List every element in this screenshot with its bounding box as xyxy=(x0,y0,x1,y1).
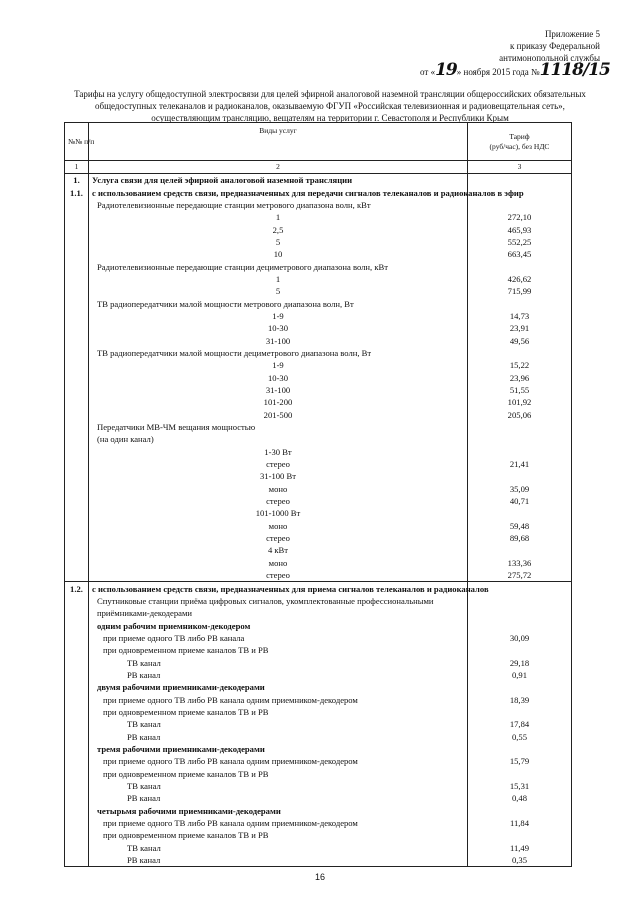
table-row xyxy=(65,273,572,285)
table-row xyxy=(65,619,572,631)
table-row xyxy=(65,569,572,582)
row-service: Радиотелевизионные передающие станции дециметрового диапазона волн, кВт xyxy=(89,260,468,272)
table-row xyxy=(65,223,572,235)
row-service: 101-1000 Вт xyxy=(89,507,468,519)
row-number xyxy=(65,334,89,346)
row-number xyxy=(65,644,89,656)
row-tariff: 0,35 xyxy=(468,854,572,867)
row-service: 5 xyxy=(89,236,468,248)
row-number xyxy=(65,384,89,396)
row-service: 1-9 xyxy=(89,310,468,322)
table-row xyxy=(65,743,572,755)
row-tariff xyxy=(468,421,572,433)
table-row xyxy=(65,199,572,211)
table-row xyxy=(65,297,572,309)
row-number xyxy=(65,433,89,445)
row-service: 4 кВт xyxy=(89,544,468,556)
row-number xyxy=(65,470,89,482)
row-number xyxy=(65,780,89,792)
row-tariff: 17,84 xyxy=(468,718,572,730)
row-tariff xyxy=(468,544,572,556)
row-number xyxy=(65,656,89,668)
row-service: ТВ радиопередатчики малой мощности метрового диапазона волн, Вт xyxy=(89,297,468,309)
row-tariff: 663,45 xyxy=(468,248,572,260)
row-tariff: 51,55 xyxy=(468,384,572,396)
table-row xyxy=(65,285,572,297)
table-row xyxy=(65,248,572,260)
row-service: моно xyxy=(89,483,468,495)
row-number xyxy=(65,273,89,285)
row-number xyxy=(65,396,89,408)
table-row xyxy=(65,632,572,644)
row-tariff xyxy=(468,829,572,841)
table-row xyxy=(65,669,572,681)
row-service: 201-500 xyxy=(89,409,468,421)
row-tariff xyxy=(468,743,572,755)
row-service: 10 xyxy=(89,248,468,260)
table-row xyxy=(65,409,572,421)
row-number xyxy=(65,297,89,309)
row-number xyxy=(65,322,89,334)
title-line-3: осуществляющим трансляцию, вещателям на территории г. Севастополя и Республики Крым xyxy=(151,113,509,123)
row-tariff: 426,62 xyxy=(468,273,572,285)
row-service: при приеме одного ТВ либо РВ канала одним приемником-декодером xyxy=(89,817,468,829)
row-number xyxy=(65,211,89,223)
row-service: стерео xyxy=(89,532,468,544)
row-number xyxy=(65,706,89,718)
row-number xyxy=(65,730,89,742)
row-tariff: 133,36 xyxy=(468,557,572,569)
table-row xyxy=(65,470,572,482)
row-number xyxy=(65,854,89,867)
row-service: тремя рабочими приемниками-декодерами xyxy=(89,743,468,755)
table-row xyxy=(65,310,572,322)
row-number xyxy=(65,557,89,569)
row-service: 10-30 xyxy=(89,372,468,384)
row-number xyxy=(65,507,89,519)
row-number xyxy=(65,829,89,841)
row-service: 31-100 xyxy=(89,384,468,396)
row-number xyxy=(65,607,89,619)
row-tariff xyxy=(468,706,572,718)
row-tariff: 14,73 xyxy=(468,310,572,322)
table-row xyxy=(65,421,572,433)
row-service: ТВ канал xyxy=(89,842,468,854)
tariffs-table xyxy=(64,122,572,867)
row-number xyxy=(65,544,89,556)
row-service: моно xyxy=(89,557,468,569)
row-tariff: 11,49 xyxy=(468,842,572,854)
row-tariff: 205,06 xyxy=(468,409,572,421)
row-tariff xyxy=(468,681,572,693)
row-service: 31-100 Вт xyxy=(89,470,468,482)
table-row xyxy=(65,842,572,854)
row-service: 1 xyxy=(89,273,468,285)
row-tariff: 15,79 xyxy=(468,755,572,767)
table-row xyxy=(65,768,572,780)
row-tariff: 0,91 xyxy=(468,669,572,681)
row-number xyxy=(65,693,89,705)
table-row xyxy=(65,829,572,841)
table-row xyxy=(65,359,572,371)
row-tariff xyxy=(468,607,572,619)
row-service: стерео xyxy=(89,495,468,507)
row-number xyxy=(65,842,89,854)
row-number xyxy=(65,632,89,644)
row-service: Услуга связи для целей эфирной аналоговой наземной трансляции xyxy=(89,174,468,187)
row-tariff: 465,93 xyxy=(468,223,572,235)
table-row xyxy=(65,644,572,656)
column-numbers-row xyxy=(65,161,572,174)
table-row xyxy=(65,483,572,495)
row-number xyxy=(65,595,89,607)
row-number xyxy=(65,260,89,272)
row-tariff xyxy=(468,644,572,656)
table-row xyxy=(65,582,572,595)
table-row xyxy=(65,792,572,804)
row-service: РВ канал xyxy=(89,792,468,804)
handwritten-day: 19 xyxy=(435,60,457,80)
row-tariff xyxy=(468,199,572,211)
row-tariff: 23,91 xyxy=(468,322,572,334)
row-service: при одновременном приеме каналов ТВ и РВ xyxy=(89,644,468,656)
table-row xyxy=(65,384,572,396)
row-service: ТВ канал xyxy=(89,780,468,792)
row-tariff: 89,68 xyxy=(468,532,572,544)
row-number xyxy=(65,817,89,829)
column-number-2: 2 xyxy=(89,161,468,174)
row-service: 31-100 xyxy=(89,334,468,346)
row-service: РВ канал xyxy=(89,669,468,681)
row-tariff xyxy=(468,433,572,445)
row-tariff xyxy=(468,347,572,359)
table-row xyxy=(65,544,572,556)
row-service: ТВ радиопередатчики малой мощности дециметрового диапазона волн, Вт xyxy=(89,347,468,359)
row-number xyxy=(65,483,89,495)
table-row xyxy=(65,595,572,607)
row-service: Спутниковые станции приёма цифровых сигналов, укомплектованные профессиональными xyxy=(89,595,468,607)
row-service: стерео xyxy=(89,458,468,470)
row-tariff: 49,56 xyxy=(468,334,572,346)
row-service: одним рабочим приемником-декодером xyxy=(89,619,468,631)
table-header-row xyxy=(65,123,572,161)
row-number xyxy=(65,768,89,780)
table-row xyxy=(65,706,572,718)
row-number xyxy=(65,520,89,532)
table-row xyxy=(65,780,572,792)
document-title xyxy=(60,88,600,124)
row-tariff: 715,99 xyxy=(468,285,572,297)
row-service: РВ канал xyxy=(89,730,468,742)
table-row xyxy=(65,211,572,223)
row-number xyxy=(65,359,89,371)
row-number xyxy=(65,569,89,582)
table-row xyxy=(65,805,572,817)
annex-date-line xyxy=(420,60,610,80)
header-tariff xyxy=(468,123,572,161)
row-number xyxy=(65,805,89,817)
row-tariff xyxy=(468,619,572,631)
row-tariff xyxy=(468,446,572,458)
row-service: 10-30 xyxy=(89,322,468,334)
row-service: Радиотелевизионные передающие станции метрового диапазона волн, кВт xyxy=(89,199,468,211)
table-row xyxy=(65,495,572,507)
annex-line-3: антимонопольной службы xyxy=(499,53,600,63)
date-middle: » ноября 2015 года № xyxy=(456,67,540,77)
row-number xyxy=(65,199,89,211)
row-number: 1.2. xyxy=(65,582,89,595)
row-number xyxy=(65,681,89,693)
row-number xyxy=(65,446,89,458)
row-tariff: 18,39 xyxy=(468,693,572,705)
table-row xyxy=(65,458,572,470)
header-tariff-line1: Тариф xyxy=(509,131,530,141)
handwritten-order-number: 1118/15 xyxy=(539,60,610,80)
annex-line-1: Приложение 5 xyxy=(544,29,600,39)
row-number xyxy=(65,792,89,804)
row-number xyxy=(65,409,89,421)
row-service: (на один канал) xyxy=(89,433,468,445)
date-prefix: от « xyxy=(420,67,436,77)
row-tariff: 101,92 xyxy=(468,396,572,408)
header-tariff-line2: (руб/час), без НДС xyxy=(489,141,550,151)
row-tariff: 29,18 xyxy=(468,656,572,668)
row-number xyxy=(65,285,89,297)
row-tariff: 0,48 xyxy=(468,792,572,804)
row-tariff: 59,48 xyxy=(468,520,572,532)
row-tariff: 272,10 xyxy=(468,211,572,223)
row-service: 1-9 xyxy=(89,359,468,371)
row-service: 101-200 xyxy=(89,396,468,408)
column-number-3: 3 xyxy=(468,161,572,174)
row-tariff: 15,22 xyxy=(468,359,572,371)
row-service: двумя рабочими приемниками-декодерами xyxy=(89,681,468,693)
title-line-2: общедоступных телеканалов и радиоканалов, оказываемую ФГУП «Российская телевизионная и радиовещательная сеть», xyxy=(95,101,565,111)
row-service: Передатчики МВ-ЧМ вещания мощностью xyxy=(89,421,468,433)
row-number: 1.1. xyxy=(65,186,89,198)
row-tariff: 552,25 xyxy=(468,236,572,248)
table-row xyxy=(65,174,572,187)
header-service: Виды услуг xyxy=(89,123,468,161)
table-row xyxy=(65,730,572,742)
row-number xyxy=(65,532,89,544)
table-row xyxy=(65,236,572,248)
table-row xyxy=(65,520,572,532)
row-tariff: 275,72 xyxy=(468,569,572,582)
row-tariff: 11,84 xyxy=(468,817,572,829)
row-service: моно xyxy=(89,520,468,532)
table-row xyxy=(65,507,572,519)
table-row xyxy=(65,718,572,730)
annex-line-2: к приказу Федеральной xyxy=(510,41,600,51)
table-row xyxy=(65,607,572,619)
row-tariff xyxy=(468,805,572,817)
row-number xyxy=(65,310,89,322)
table-row xyxy=(65,854,572,867)
row-service: при приеме одного ТВ либо РВ канала одним приемником-декодером xyxy=(89,693,468,705)
table-row xyxy=(65,347,572,359)
table-row xyxy=(65,817,572,829)
row-number xyxy=(65,755,89,767)
row-tariff xyxy=(468,260,572,272)
row-number xyxy=(65,743,89,755)
row-service: ТВ канал xyxy=(89,656,468,668)
row-tariff: 23,96 xyxy=(468,372,572,384)
row-tariff xyxy=(468,470,572,482)
row-tariff xyxy=(468,174,572,187)
row-service: четырьмя рабочими приемниками-декодерами xyxy=(89,805,468,817)
row-tariff: 35,09 xyxy=(468,483,572,495)
table-row xyxy=(65,656,572,668)
row-service: 2,5 xyxy=(89,223,468,235)
row-service: при приеме одного ТВ либо РВ канала одним приемником-декодером xyxy=(89,755,468,767)
table-row xyxy=(65,681,572,693)
row-number xyxy=(65,347,89,359)
row-number xyxy=(65,718,89,730)
table-row xyxy=(65,322,572,334)
table-row xyxy=(65,260,572,272)
row-tariff: 30,09 xyxy=(468,632,572,644)
row-tariff: 21,41 xyxy=(468,458,572,470)
row-tariff: 0,55 xyxy=(468,730,572,742)
row-tariff xyxy=(468,507,572,519)
row-service: 5 xyxy=(89,285,468,297)
row-service: ТВ канал xyxy=(89,718,468,730)
row-service: стерео xyxy=(89,569,468,582)
row-number: 1. xyxy=(65,174,89,187)
header-number: №№ п/п xyxy=(65,123,89,161)
table-row xyxy=(65,334,572,346)
row-service: 1 xyxy=(89,211,468,223)
row-service: с использованием средств связи, предназначенных для приема сигналов телеканалов и радиоканалов xyxy=(89,582,468,595)
row-service: при приеме одного ТВ либо РВ канала xyxy=(89,632,468,644)
row-service: приёмниками-декодерами xyxy=(89,607,468,619)
table-row xyxy=(65,186,572,198)
row-service: 1-30 Вт xyxy=(89,446,468,458)
row-tariff: 15,31 xyxy=(468,780,572,792)
row-number xyxy=(65,458,89,470)
table-row xyxy=(65,396,572,408)
row-service: с использованием средств связи, предназначенных для передачи сигналов телеканалов и радиоканалов в эфир xyxy=(89,186,468,198)
row-number xyxy=(65,236,89,248)
row-service: при одновременном приеме каналов ТВ и РВ xyxy=(89,768,468,780)
row-tariff: 40,71 xyxy=(468,495,572,507)
table-row xyxy=(65,557,572,569)
annex-header xyxy=(420,28,610,80)
row-service: при одновременном приеме каналов ТВ и РВ xyxy=(89,706,468,718)
table-row xyxy=(65,693,572,705)
table-row xyxy=(65,372,572,384)
row-number xyxy=(65,421,89,433)
row-tariff xyxy=(468,768,572,780)
row-number xyxy=(65,223,89,235)
row-tariff xyxy=(468,595,572,607)
row-number xyxy=(65,372,89,384)
row-service: при одновременном приеме каналов ТВ и РВ xyxy=(89,829,468,841)
column-number-1: 1 xyxy=(65,161,89,174)
row-number xyxy=(65,619,89,631)
table-row xyxy=(65,755,572,767)
table-row xyxy=(65,433,572,445)
row-number xyxy=(65,248,89,260)
row-tariff xyxy=(468,297,572,309)
row-service: РВ канал xyxy=(89,854,468,867)
table-row xyxy=(65,446,572,458)
table-row xyxy=(65,532,572,544)
row-number xyxy=(65,669,89,681)
row-number xyxy=(65,495,89,507)
title-line-1: Тарифы на услугу общедоступной электросвязи для целей эфирной аналоговой наземной трансляции общероссийских обязательных xyxy=(74,89,586,99)
page-number: 16 xyxy=(314,872,325,882)
